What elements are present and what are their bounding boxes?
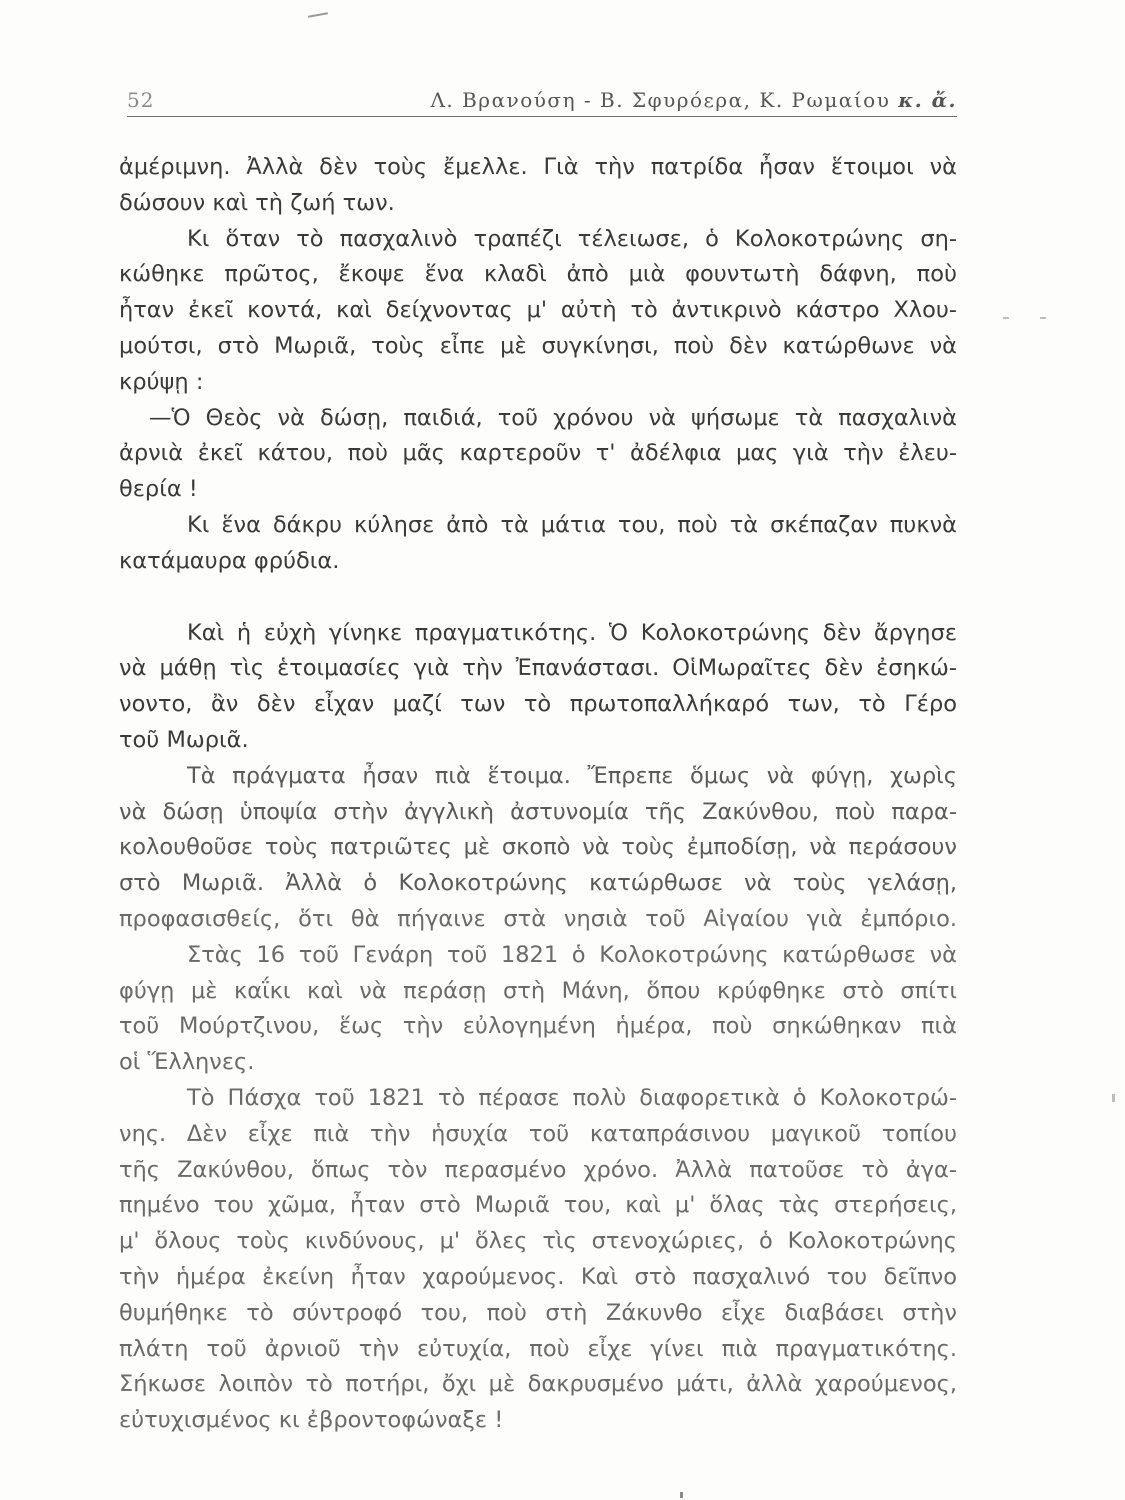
text-line: νὰ μάθῃ τὶς ἑτοιμασίες γιὰ τὴν Ἐπανάστασι. ΟἱΜωραῖτες δὲν ἐσηκώ- — [119, 655, 957, 682]
scan-speck — [1112, 1094, 1115, 1102]
text-line: Κι ἕνα δάκρυ κύλησε ἀπὸ τὰ μάτια του, ποὺ τὰ σκέπαζαν πυκνὰ — [187, 511, 957, 538]
text-line: πλάτη τοῦ ἀρνιοῦ τὴν εὐτυχία, ποὺ εἶχε γίνει πιὰ πραγματικότης. — [119, 1335, 957, 1362]
text-line: τοῦ Μούρτζινου, ἕως τὴν εὐλογημένη ἡμέρα, ποὺ σηκώθηκαν πιὰ — [119, 1013, 957, 1040]
text-line: νοντο, ἂν δὲν εἶχαν μαζί των τὸ πρωτοπαλλήκαρό των, τὸ Γέρο — [119, 691, 957, 718]
text-line: κατάμαυρα φρύδια. — [119, 547, 340, 574]
text-line: προφασισθείς, ὅτι θὰ πήγαινε στὰ νησιὰ τοῦ Αἰγαίου γιὰ ἐμπόριο. — [119, 905, 957, 932]
text-line: Τὰ πράγματα ἦσαν πιὰ ἕτοιμα. Ἔπρεπε ὅμως νὰ φύγῃ, χωρὶς — [187, 762, 957, 789]
text-line: ἀμέριμνη. Ἀλλὰ δὲν τοὺς ἔμελλε. Γιὰ τὴν πατρίδα ἦσαν ἕτοιμοι νὰ — [119, 154, 957, 180]
text-line: θυμήθηκε τὸ σύντροφό του, ποὺ στὴ Ζάκυνθο εἶχε διαβάσει στὴν — [119, 1299, 957, 1326]
scan-speck — [308, 12, 328, 17]
running-head-authors: Λ. Βρανούση - Β. Σφυρόερα, Κ. Ρωμαίου — [430, 88, 891, 112]
text-line: εὐτυχισμένος κι ἐβροντοφώναξε ! — [119, 1407, 504, 1434]
paragraph-gap — [119, 580, 957, 616]
text-line: κολουθοῦσε τοὺς πατριῶτες μὲ σκοπὸ νὰ τοὺς ἐμποδίσῃ, νὰ περάσουν — [119, 834, 957, 861]
text-line: Τὸ Πάσχα τοῦ 1821 τὸ πέρασε πολὺ διαφορετικὰ ὁ Κολοκοτρώ- — [187, 1084, 957, 1111]
text-line: οἱ Ἕλληνες. — [119, 1049, 255, 1076]
text-line: τὴν ἡμέρα ἐκείνη ἦταν χαρούμενος. Καὶ στὸ πασχαλινό του δεῖπνο — [119, 1263, 957, 1290]
page-number: 52 — [127, 88, 155, 112]
text-line: Κι ὅταν τὸ πασχαλινὸ τραπέζι τέλειωσε, ὁ Κολοκοτρώνης ση- — [187, 225, 957, 252]
text-line: θερία ! — [119, 476, 198, 503]
text-line: τῆς Ζακύνθου, ὅπως τὸν περασμένο χρόνο. Ἀλλὰ πατοῦσε τὸ ἀγα- — [119, 1156, 957, 1183]
scan-speck — [1003, 317, 1009, 319]
text-line: Στὰς 16 τοῦ Γενάρη τοῦ 1821 ὁ Κολοκοτρώνης κατώρθωσε νὰ — [187, 941, 957, 968]
text-line: μούτσι, στὸ Μωριᾶ, τοὺς εἶπε μὲ συγκίνησι, ποὺ δὲν κατώρθωνε νὰ — [119, 332, 957, 359]
text-line: δώσουν καὶ τὴ ζωή των. — [119, 189, 395, 216]
text-line: κώθηκε πρῶτος, ἔκοψε ἕνα κλαδὶ ἀπὸ μιὰ φουντωτὴ δάφνη, ποὺ — [119, 261, 957, 288]
body-text — [119, 150, 957, 1439]
text-line: μ' ὅλους τοὺς κινδύνους, μ' ὅλες τὶς στενοχώριες, ὁ Κολοκοτρώνης — [119, 1228, 957, 1255]
text-line: ἀρνιὰ ἐκεῖ κάτου, ποὺ μᾶς καρτεροῦν τ' ἀδέλφια μας γιὰ τὴν ἐλευ- — [119, 440, 957, 467]
text-line: Καὶ ἡ εὐχὴ γίνηκε πραγματικότης. Ὁ Κολοκοτρώνης δὲν ἄργησε — [187, 619, 957, 646]
running-head-suffix: κ. ἄ. — [898, 88, 957, 112]
text-line: φύγῃ μὲ καΐκι καὶ νὰ περάσῃ στὴ Μάνη, ὅπου κρύφθηκε στὸ σπίτι — [119, 977, 957, 1004]
scan-speck — [1040, 317, 1046, 319]
running-head — [430, 88, 957, 112]
scan-speck — [680, 1492, 683, 1498]
text-line: νης. Δὲν εἶχε πιὰ τὴν ἡσυχία τοῦ καταπράσινου μαγικοῦ τοπίου — [119, 1120, 957, 1147]
text-line: νὰ δώσῃ ὑποψία στὴν ἀγγλικὴ ἀστυνομία τῆς Ζακύνθου, ποὺ παρα- — [119, 798, 957, 825]
text-line: τοῦ Μωριᾶ. — [119, 726, 249, 753]
text-line: —Ὁ Θεὸς νὰ δώσῃ, παιδιά, τοῦ χρόνου νὰ ψήσωμε τὰ πασχαλινὰ — [149, 404, 957, 431]
text-line: κρύψῃ : — [119, 368, 204, 395]
text-line: στὸ Μωριᾶ. Ἀλλὰ ὁ Κολοκοτρώνης κατώρθωσε νὰ τοὺς γελάσῃ, — [119, 870, 957, 897]
text-line: Σήκωσε λοιπὸν τὸ ποτήρι, ὄχι μὲ δακρυσμένο μάτι, ἀλλὰ χαρούμενος, — [119, 1371, 957, 1398]
text-line: πημένο του χῶμα, ἦταν στὸ Μωριᾶ του, καὶ μ' ὅλας τὰς στερήσεις, — [119, 1192, 957, 1219]
page-header — [127, 82, 957, 117]
text-line: ἦταν ἐκεῖ κοντά, καὶ δείχνοντας μ' αὐτὴ τὸ ἀντικρινὸ κάστρο Χλου- — [119, 297, 957, 324]
